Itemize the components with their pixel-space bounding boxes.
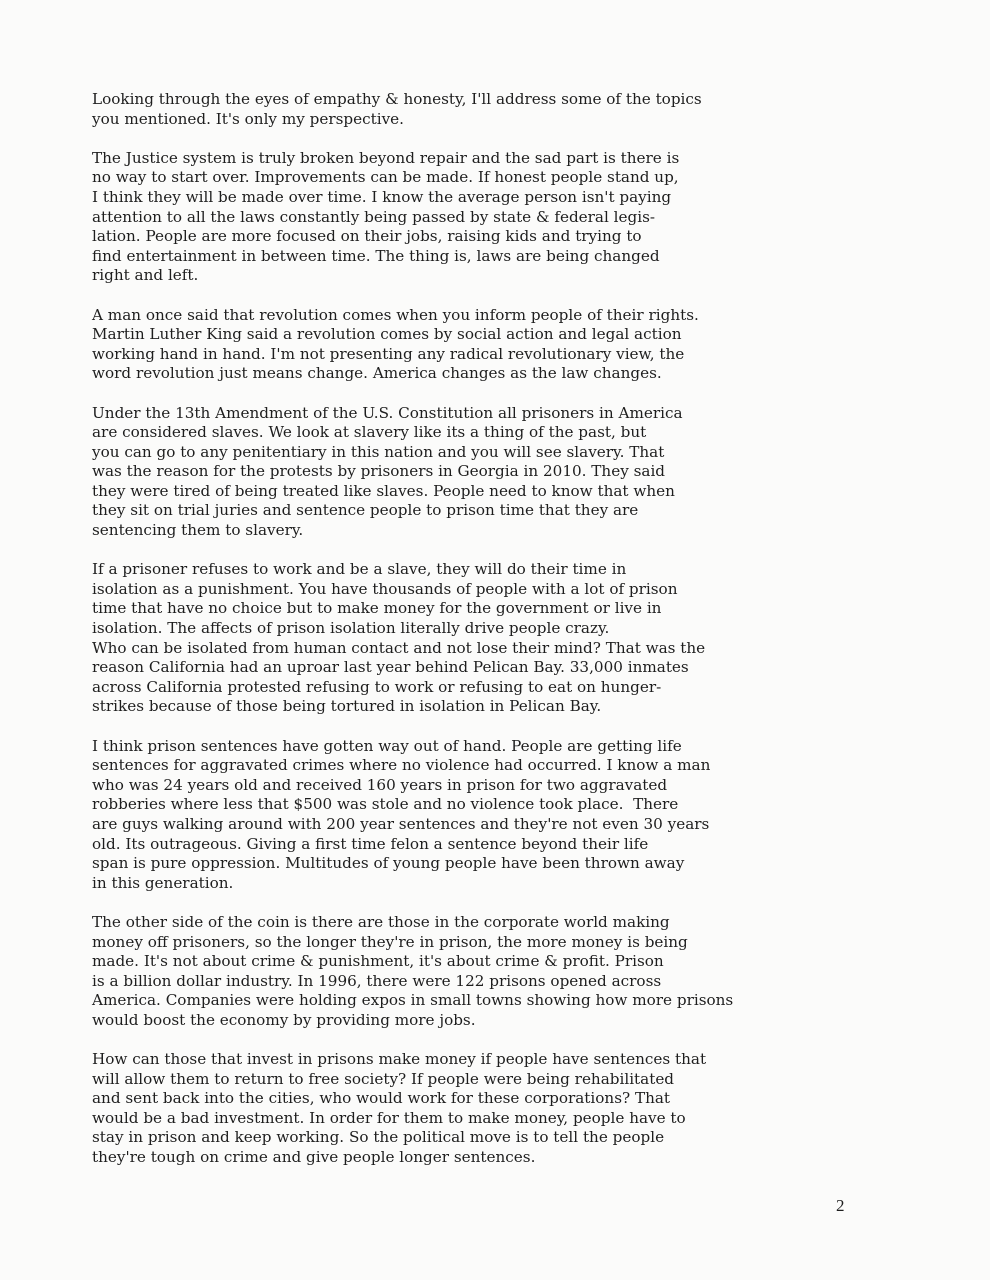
text-line: I think prison sentences have gotten way out of hand. People are getting life bbox=[92, 736, 682, 755]
paragraph bbox=[92, 404, 852, 541]
text-line: How can those that invest in prisons make money if people have sentences that bbox=[92, 1050, 707, 1069]
paragraph bbox=[92, 1050, 852, 1168]
text-line: isolation. The affects of prison isolation literally drive people crazy. bbox=[92, 619, 610, 638]
text-line: A man once said that revolution comes when you inform people of their rights. bbox=[92, 305, 699, 324]
text-line: and sent back into the cities, who would work for these corporations? That bbox=[92, 1089, 671, 1108]
text-line: in this generation. bbox=[92, 873, 234, 892]
text-line: sentences for aggravated crimes where no violence had occurred. I know a man bbox=[92, 756, 711, 775]
text-line: Who can be isolated from human contact and not lose their mind? That was the bbox=[92, 638, 706, 657]
text-line: stay in prison and keep working. So the political move is to tell the people bbox=[92, 1128, 665, 1147]
text-line: robberies where less that $500 was stole and no violence took place. There bbox=[92, 795, 679, 814]
text-line: you can go to any penitentiary in this nation and you will see slavery. That bbox=[92, 442, 665, 461]
text-line: no way to start over. Improvements can be made. If honest people stand up, bbox=[92, 168, 679, 187]
text-line: time that have no choice but to make money for the government or live in bbox=[92, 599, 662, 618]
text-line: is a billion dollar industry. In 1996, there were 122 prisons opened across bbox=[92, 971, 662, 990]
text-line: made. It's not about crime & punishment, it's about crime & profit. Prison bbox=[92, 952, 664, 971]
text-line: they were tired of being treated like slaves. People need to know that when bbox=[92, 481, 675, 500]
paragraph bbox=[92, 90, 852, 129]
text-line: attention to all the laws constantly being passed by state & federal legis- bbox=[92, 207, 655, 226]
page-number: 2 bbox=[836, 1196, 845, 1215]
text-line: Under the 13th Amendment of the U.S. Constitution all prisoners in America bbox=[92, 403, 683, 422]
text-line: reason California had an uproar last year behind Pelican Bay. 33,000 inmates bbox=[92, 658, 689, 677]
text-line: find entertainment in between time. The thing is, laws are being changed bbox=[92, 246, 660, 265]
text-line: word revolution just means change. America changes as the law changes. bbox=[92, 364, 662, 383]
text-line: working hand in hand. I'm not presenting any radical revolutionary view, the bbox=[92, 344, 685, 363]
text-line: who was 24 years old and received 160 years in prison for two aggravated bbox=[92, 775, 668, 794]
paragraph bbox=[92, 560, 852, 717]
text-line: money off prisoners, so the longer they're in prison, the more money is being bbox=[92, 932, 688, 951]
text-line: was the reason for the protests by prisoners in Georgia in 2010. They said bbox=[92, 462, 666, 481]
text-line: they're tough on crime and give people longer sentences. bbox=[92, 1148, 536, 1167]
text-line: span is pure oppression. Multitudes of young people have been thrown away bbox=[92, 854, 685, 873]
text-line: would boost the economy by providing more jobs. bbox=[92, 1010, 476, 1029]
text-line: are considered slaves. We look at slavery like its a thing of the past, but bbox=[92, 423, 647, 442]
text-line: would be a bad investment. In order for them to make money, people have to bbox=[92, 1108, 686, 1127]
text-line: The other side of the coin is there are those in the corporate world making bbox=[92, 912, 670, 931]
text-line: The Justice system is truly broken beyond repair and the sad part is there is bbox=[92, 148, 680, 167]
text-line: they sit on trial juries and sentence people to prison time that they are bbox=[92, 501, 639, 520]
text-line: isolation as a punishment. You have thousands of people with a lot of prison bbox=[92, 579, 678, 598]
paragraph bbox=[92, 737, 852, 894]
text-line: I think they will be made over time. I know the average person isn't paying bbox=[92, 187, 672, 206]
text-line: strikes because of those being tortured in isolation in Pelican Bay. bbox=[92, 697, 602, 716]
paragraph bbox=[92, 149, 852, 286]
text-line: lation. People are more focused on their jobs, raising kids and trying to bbox=[92, 227, 642, 246]
text-line: Martin Luther King said a revolution comes by social action and legal action bbox=[92, 325, 682, 344]
text-line: America. Companies were holding expos in small towns showing how more prisons bbox=[92, 991, 734, 1010]
paragraph bbox=[92, 306, 852, 384]
text-line: across California protested refusing to work or refusing to eat on hunger- bbox=[92, 677, 662, 696]
text-line: old. Its outrageous. Giving a first time felon a sentence beyond their life bbox=[92, 834, 649, 853]
text-line: will allow them to return to free society? If people were being rehabilitated bbox=[92, 1069, 675, 1088]
text-line: are guys walking around with 200 year sentences and they're not even 30 years bbox=[92, 814, 710, 833]
text-line: right and left. bbox=[92, 266, 199, 285]
text-line: If a prisoner refuses to work and be a slave, they will do their time in bbox=[92, 560, 627, 579]
text-line: you mentioned. It's only my perspective. bbox=[92, 109, 404, 128]
paragraph bbox=[92, 913, 852, 1031]
text-line: sentencing them to slavery. bbox=[92, 521, 304, 540]
text-line: Looking through the eyes of empathy & honesty, I'll address some of the topics bbox=[92, 90, 702, 108]
letter-body bbox=[92, 90, 852, 1187]
